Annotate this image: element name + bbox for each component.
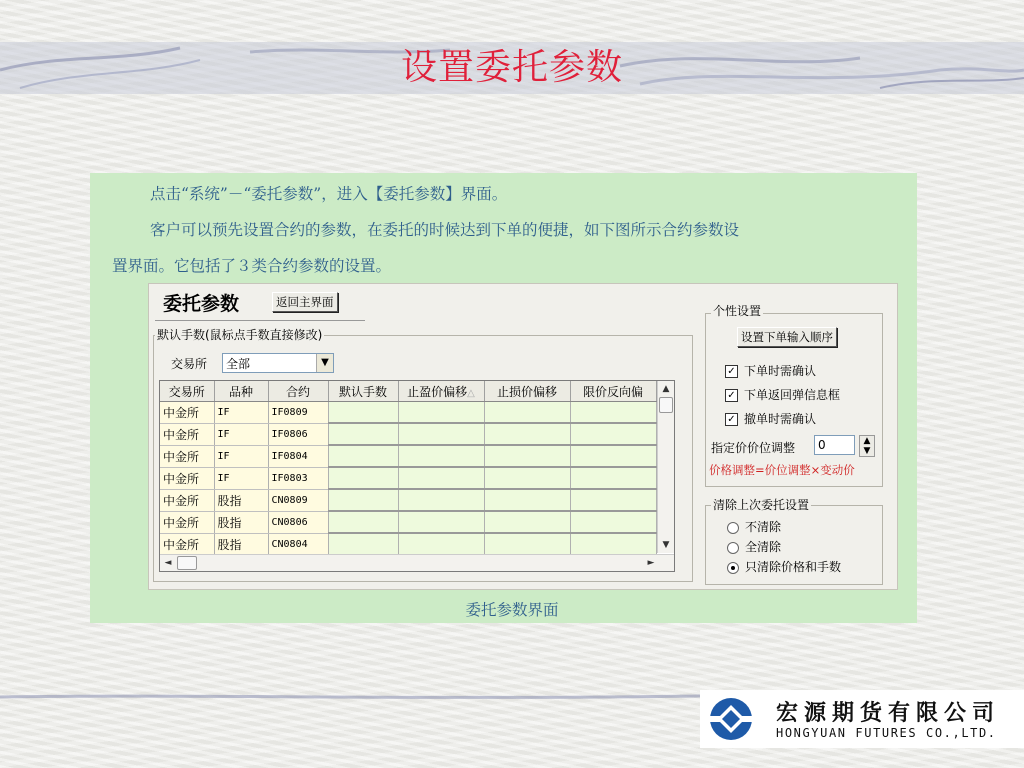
cell-exchange: 中金所	[160, 445, 214, 467]
table-row[interactable]	[160, 511, 656, 533]
paragraph-1: 点击“系统”－“委托参数”，进入【委托参数】界面。	[150, 185, 508, 203]
order-return-popup-checkbox[interactable]	[725, 386, 840, 403]
exchange-label: 交易所	[171, 357, 208, 371]
cell-contract: IF0806	[268, 423, 328, 445]
cell-limit-reverse[interactable]	[570, 445, 656, 467]
paragraph-2-continued: 置界面。它包括了３类合约参数的设置。	[112, 257, 392, 275]
column-header[interactable]: 交易所	[160, 381, 214, 402]
cell-default-lots[interactable]	[328, 467, 398, 489]
cell-take-profit[interactable]	[398, 533, 484, 555]
set-order-input-sequence-button[interactable]: 设置下单输入顺序	[737, 327, 837, 347]
cell-take-profit[interactable]	[398, 402, 484, 424]
exchange-select-value: 全部	[226, 357, 251, 371]
cell-default-lots[interactable]	[328, 533, 398, 555]
cell-exchange: 中金所	[160, 467, 214, 489]
cell-default-lots[interactable]	[328, 402, 398, 424]
cell-variety: IF	[214, 423, 268, 445]
horizontal-scrollbar[interactable]	[160, 554, 674, 571]
cell-variety: 股指	[214, 489, 268, 511]
column-header[interactable]: 合约	[268, 381, 328, 402]
table-header-row	[160, 381, 656, 402]
confirm-order-label: 下单时需确认	[744, 364, 817, 378]
cell-limit-reverse[interactable]	[570, 402, 656, 424]
column-header[interactable]: 止损价偏移	[484, 381, 570, 402]
cell-limit-reverse[interactable]	[570, 489, 656, 511]
clear-none-radio[interactable]	[727, 518, 781, 535]
exchange-select[interactable]	[222, 353, 334, 373]
scroll-left-icon[interactable]: ◄	[164, 558, 172, 568]
price-adjust-formula: 价格调整=价位调整×变动价	[709, 463, 855, 477]
figure-caption: 委托参数界面	[465, 601, 559, 619]
cell-stop-loss[interactable]	[484, 511, 570, 533]
cell-stop-loss[interactable]	[484, 402, 570, 424]
price-adjust-stepper[interactable]	[859, 435, 875, 457]
cell-variety: IF	[214, 445, 268, 467]
cell-limit-reverse[interactable]	[570, 467, 656, 489]
clear-last-order-label: 清除上次委托设置	[713, 498, 810, 512]
cell-take-profit[interactable]	[398, 445, 484, 467]
slide-title: 设置委托参数	[400, 47, 623, 88]
column-header[interactable]: 默认手数	[328, 381, 398, 402]
table-row[interactable]	[160, 445, 656, 467]
clear-all-label: 全清除	[745, 540, 782, 554]
column-header[interactable]	[398, 381, 484, 402]
table-row[interactable]	[160, 467, 656, 489]
cell-default-lots[interactable]	[328, 445, 398, 467]
cell-take-profit[interactable]	[398, 489, 484, 511]
cell-contract: IF0804	[268, 445, 328, 467]
clear-none-label: 不清除	[745, 520, 782, 534]
cell-exchange: 中金所	[160, 402, 214, 424]
cell-exchange: 中金所	[160, 489, 214, 511]
sort-triangle-icon: △	[467, 387, 475, 399]
clear-price-qty-label: 只清除价格和手数	[745, 560, 842, 574]
confirm-cancel-checkbox[interactable]	[725, 410, 816, 427]
back-to-main-button[interactable]: 返回主界面	[272, 292, 338, 312]
cell-default-lots[interactable]	[328, 489, 398, 511]
stepper-up-icon[interactable]: ▲	[863, 436, 871, 446]
horizontal-scroll-thumb[interactable]	[177, 556, 197, 570]
dialog-title: 委托参数	[163, 293, 240, 315]
cell-variety: IF	[214, 467, 268, 489]
clear-price-qty-radio[interactable]	[727, 558, 841, 575]
entrust-params-dialog	[148, 283, 898, 590]
column-header-label: 止盈价偏移	[407, 384, 468, 399]
cell-take-profit[interactable]	[398, 423, 484, 445]
cell-contract: IF0809	[268, 402, 328, 424]
cell-contract: CN0804	[268, 533, 328, 555]
checkmark-icon: ✓	[725, 389, 738, 402]
company-logo	[700, 690, 1024, 748]
bottom-brush-stroke	[0, 692, 700, 702]
scroll-right-icon[interactable]: ►	[647, 558, 655, 568]
table-row[interactable]	[160, 402, 656, 424]
cell-variety: IF	[214, 402, 268, 424]
radio-icon	[727, 542, 739, 554]
cell-stop-loss[interactable]	[484, 467, 570, 489]
cell-take-profit[interactable]	[398, 511, 484, 533]
radio-icon	[727, 522, 739, 534]
cell-stop-loss[interactable]	[484, 445, 570, 467]
cell-stop-loss[interactable]	[484, 533, 570, 555]
cell-exchange: 中金所	[160, 511, 214, 533]
cell-variety: 股指	[214, 511, 268, 533]
clear-all-radio[interactable]	[727, 538, 781, 555]
confirm-order-checkbox[interactable]	[725, 362, 816, 379]
vertical-scroll-thumb[interactable]	[659, 397, 673, 413]
price-adjust-input[interactable]: 0	[814, 435, 855, 455]
chevron-down-icon[interactable]: ▼	[316, 354, 333, 372]
column-header[interactable]: 限价反向偏	[570, 381, 656, 402]
checkmark-icon: ✓	[725, 365, 738, 378]
table-row[interactable]	[160, 489, 656, 511]
scroll-down-icon[interactable]: ▼	[662, 540, 670, 550]
contracts-table	[160, 381, 657, 556]
hongyuan-logo-icon	[708, 696, 754, 742]
personal-settings-label: 个性设置	[713, 304, 762, 318]
company-name-en: HONGYUAN FUTURES CO.,LTD.	[776, 726, 997, 740]
stepper-down-icon[interactable]: ▼	[863, 446, 871, 456]
cell-limit-reverse[interactable]	[570, 533, 656, 555]
paragraph-2: 客户可以预先设置合约的参数，在委托的时候达到下单的便捷，如下图所示合约参数设	[150, 221, 740, 239]
cell-take-profit[interactable]	[398, 467, 484, 489]
cell-contract: CN0806	[268, 511, 328, 533]
cell-exchange: 中金所	[160, 533, 214, 555]
vertical-scrollbar[interactable]	[657, 381, 674, 553]
radio-selected-icon	[727, 562, 739, 574]
cell-stop-loss[interactable]	[484, 489, 570, 511]
checkmark-icon: ✓	[725, 413, 738, 426]
title-underline	[155, 320, 365, 321]
column-header[interactable]: 品种	[214, 381, 268, 402]
cell-stop-loss[interactable]	[484, 423, 570, 445]
default-fee-group-label: 默认手数(鼠标点手数直接修改)	[157, 328, 323, 342]
confirm-cancel-label: 撤单时需确认	[744, 412, 817, 426]
company-name-cn: 宏源期货有限公司	[776, 701, 1001, 726]
cell-variety: 股指	[214, 533, 268, 555]
cell-default-lots[interactable]	[328, 423, 398, 445]
cell-default-lots[interactable]	[328, 511, 398, 533]
cell-limit-reverse[interactable]	[570, 511, 656, 533]
cell-limit-reverse[interactable]	[570, 423, 656, 445]
scroll-up-icon[interactable]: ▲	[662, 384, 670, 394]
table-row[interactable]	[160, 533, 656, 555]
price-adjust-label: 指定价价位调整	[711, 441, 796, 455]
cell-contract: CN0809	[268, 489, 328, 511]
contracts-grid	[159, 380, 675, 572]
table-row[interactable]	[160, 423, 656, 445]
cell-contract: IF0803	[268, 467, 328, 489]
order-return-popup-label: 下单返回弹信息框	[744, 388, 841, 402]
cell-exchange: 中金所	[160, 423, 214, 445]
